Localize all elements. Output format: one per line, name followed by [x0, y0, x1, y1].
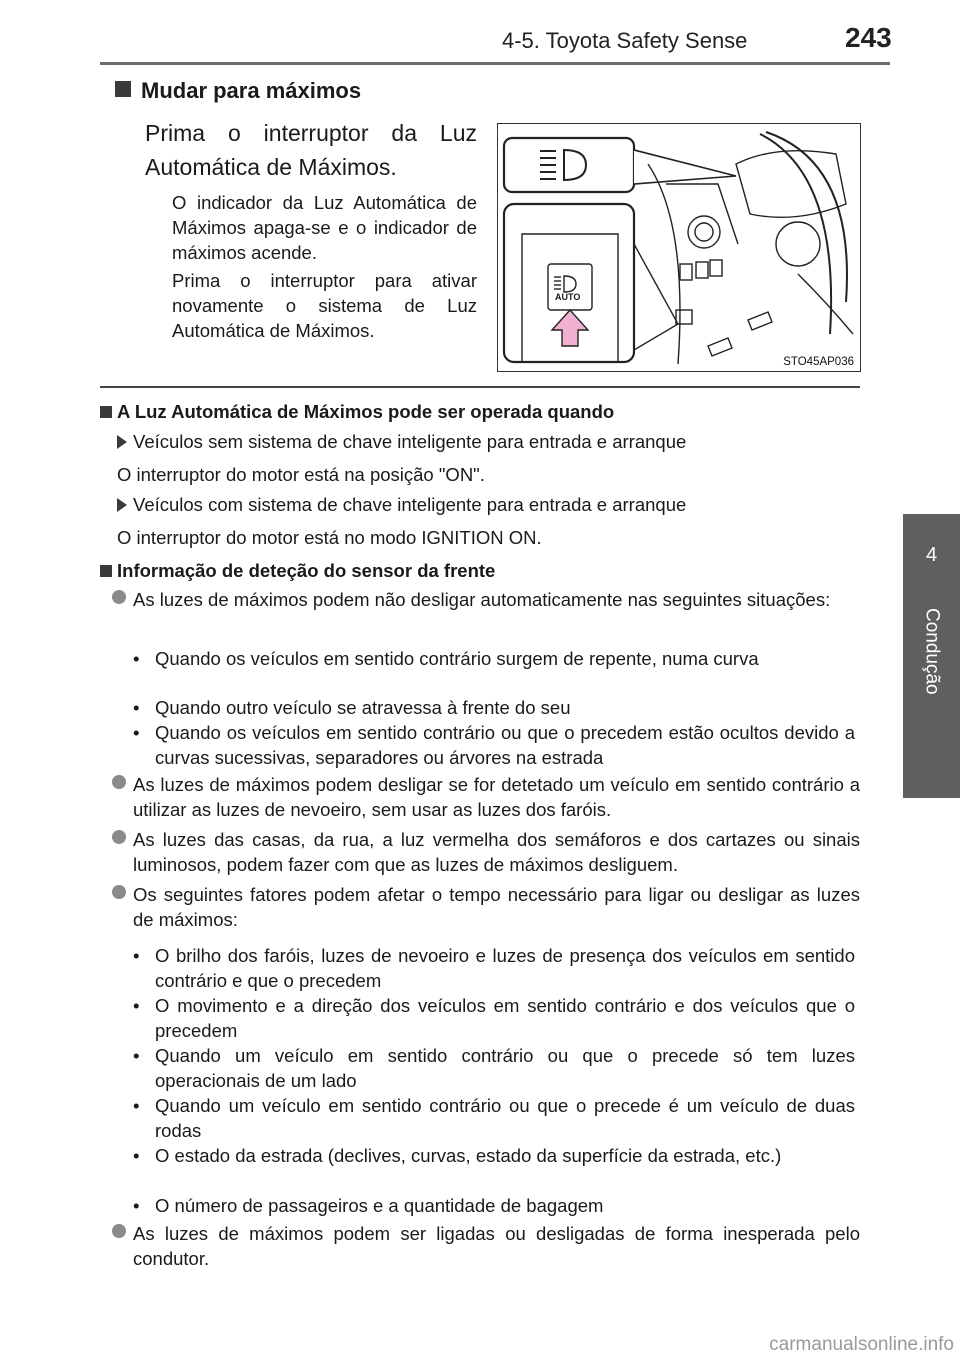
- note-reactivate: Prima o interruptor para ativar novamente o sistema de Luz Automática de Máximos.: [172, 270, 477, 341]
- section-title: [115, 78, 361, 104]
- list-item-text: Quando um veículo em sentido contrário ou que o precede só tem luzes operacionais de um lado: [155, 1045, 855, 1091]
- case-label-1: [117, 429, 877, 454]
- list-item-text: O brilho dos faróis, luzes de nevoeiro e luzes de presença dos veículos em sentido contrário e que o precedem: [155, 945, 855, 991]
- switch-illustration: [497, 123, 861, 372]
- list-item: • O brilho dos faróis, luzes de nevoeiro e luzes de presença dos veículos em sentido contrário e que o precedem: [133, 945, 855, 991]
- info-heading-operation: [100, 399, 860, 424]
- page-number: 243: [845, 22, 892, 53]
- square-bullet-icon: [100, 565, 112, 577]
- list-item-text: Quando outro veículo se atravessa à frente do seu: [155, 697, 571, 718]
- list-item-text: Quando os veículos em sentido contrário ou que o precedem estão ocultos devido a curvas sucessivas, separadores ou árvores na estrada: [155, 722, 855, 768]
- watermark: carmanualsonline.info: [769, 1334, 954, 1355]
- list-item: • O número de passageiros e a quantidade de bagagem: [133, 1195, 604, 1216]
- paragraph-5: As luzes de máximos podem ser ligadas ou desligadas de forma inesperada pelo condutor.: [133, 1223, 860, 1269]
- case-label-2: [117, 492, 877, 517]
- square-bullet-icon: [100, 406, 112, 418]
- circle-bullet-icon: [112, 775, 126, 789]
- list-item: • O movimento e a direção dos veículos em sentido contrário e dos veículos que o precedem: [133, 995, 855, 1041]
- paragraph-4: Os seguintes fatores podem afetar o tempo necessário para ligar ou desligar as luzes de máximos:: [133, 884, 860, 930]
- case-label-2-text: Veículos com sistema de chave inteligente para entrada e arranque: [133, 494, 687, 515]
- info-heading-operation-text: A Luz Automática de Máximos pode ser operada quando: [117, 401, 615, 422]
- list-item-text: Quando um veículo em sentido contrário ou que o precede é um veículo de duas rodas: [155, 1095, 855, 1141]
- circle-bullet-icon: [112, 830, 126, 844]
- info-heading-sensor-text: Informação de deteção do sensor da frente: [117, 560, 496, 581]
- chapter-label: Condução: [921, 608, 943, 695]
- list-item: • Quando um veículo em sentido contrário ou que o precede só tem luzes operacionais de um lado: [133, 1045, 855, 1091]
- case-text-1: O interruptor do motor está na posição "ON".: [117, 464, 485, 485]
- paragraph-2: As luzes de máximos podem desligar se for detetado um veículo em sentido contrário a utilizar as luzes de nevoeiro, sem usar as luzes dos faróis.: [133, 774, 860, 820]
- circle-bullet-icon: [112, 1224, 126, 1238]
- section-title-text: Mudar para máximos: [141, 78, 362, 103]
- section-heading: 4-5. Toyota Safety Sense: [502, 28, 748, 53]
- list-item: • O estado da estrada (declives, curvas, estado da superfície da estrada, etc.): [133, 1145, 782, 1166]
- list-item: • Quando os veículos em sentido contrário surgem de repente, numa curva: [133, 648, 759, 669]
- list-item-text: O movimento e a direção dos veículos em sentido contrário e dos veículos que o precedem: [155, 995, 855, 1041]
- header-divider: [100, 62, 890, 65]
- note-indicator: O indicador da Luz Automática de Máximos apaga-se e o indicador de máximos acende.: [172, 192, 477, 263]
- list-item-text: O estado da estrada (declives, curvas, estado da superfície da estrada, etc.): [155, 1145, 782, 1166]
- paragraph-1: As luzes de máximos podem não desligar automaticamente nas seguintes situações:: [133, 589, 831, 610]
- square-bullet-icon: [115, 81, 131, 97]
- list-item-text: Quando os veículos em sentido contrário surgem de repente, numa curva: [155, 648, 759, 669]
- circle-bullet-icon: [112, 590, 126, 604]
- instruction-text: Prima o interruptor da Luz Automática de Máximos.: [145, 120, 477, 180]
- dashboard-drawing: [498, 124, 859, 370]
- list-item: • Quando os veículos em sentido contrário ou que o precedem estão ocultos devido a curvas sucessivas, separadores ou árvores na estrada: [133, 722, 855, 768]
- chapter-number: 4: [925, 544, 938, 566]
- triangle-arrow-icon: [117, 498, 127, 512]
- circle-bullet-icon: [112, 885, 126, 899]
- case-text-2: O interruptor do motor está no modo IGNITION ON.: [117, 527, 542, 548]
- figure-id: STO45AP036: [783, 356, 854, 368]
- auto-button-label: AUTO: [555, 292, 581, 302]
- triangle-arrow-icon: [117, 435, 127, 449]
- chapter-tab[interactable]: [903, 514, 960, 798]
- list-item: • Quando outro veículo se atravessa à frente do seu: [133, 697, 571, 718]
- list-item: • Quando um veículo em sentido contrário ou que o precede é um veículo de duas rodas: [133, 1095, 855, 1141]
- paragraph-3: As luzes das casas, da rua, a luz vermelha dos semáforos e dos cartazes ou sinais luminosos, podem fazer com que as luzes de máximos desliguem.: [133, 829, 860, 875]
- info-heading-sensor: [100, 558, 860, 583]
- section-divider: [100, 386, 860, 388]
- case-label-1-text: Veículos sem sistema de chave inteligente para entrada e arranque: [133, 431, 687, 452]
- list-item-text: O número de passageiros e a quantidade de bagagem: [155, 1195, 604, 1216]
